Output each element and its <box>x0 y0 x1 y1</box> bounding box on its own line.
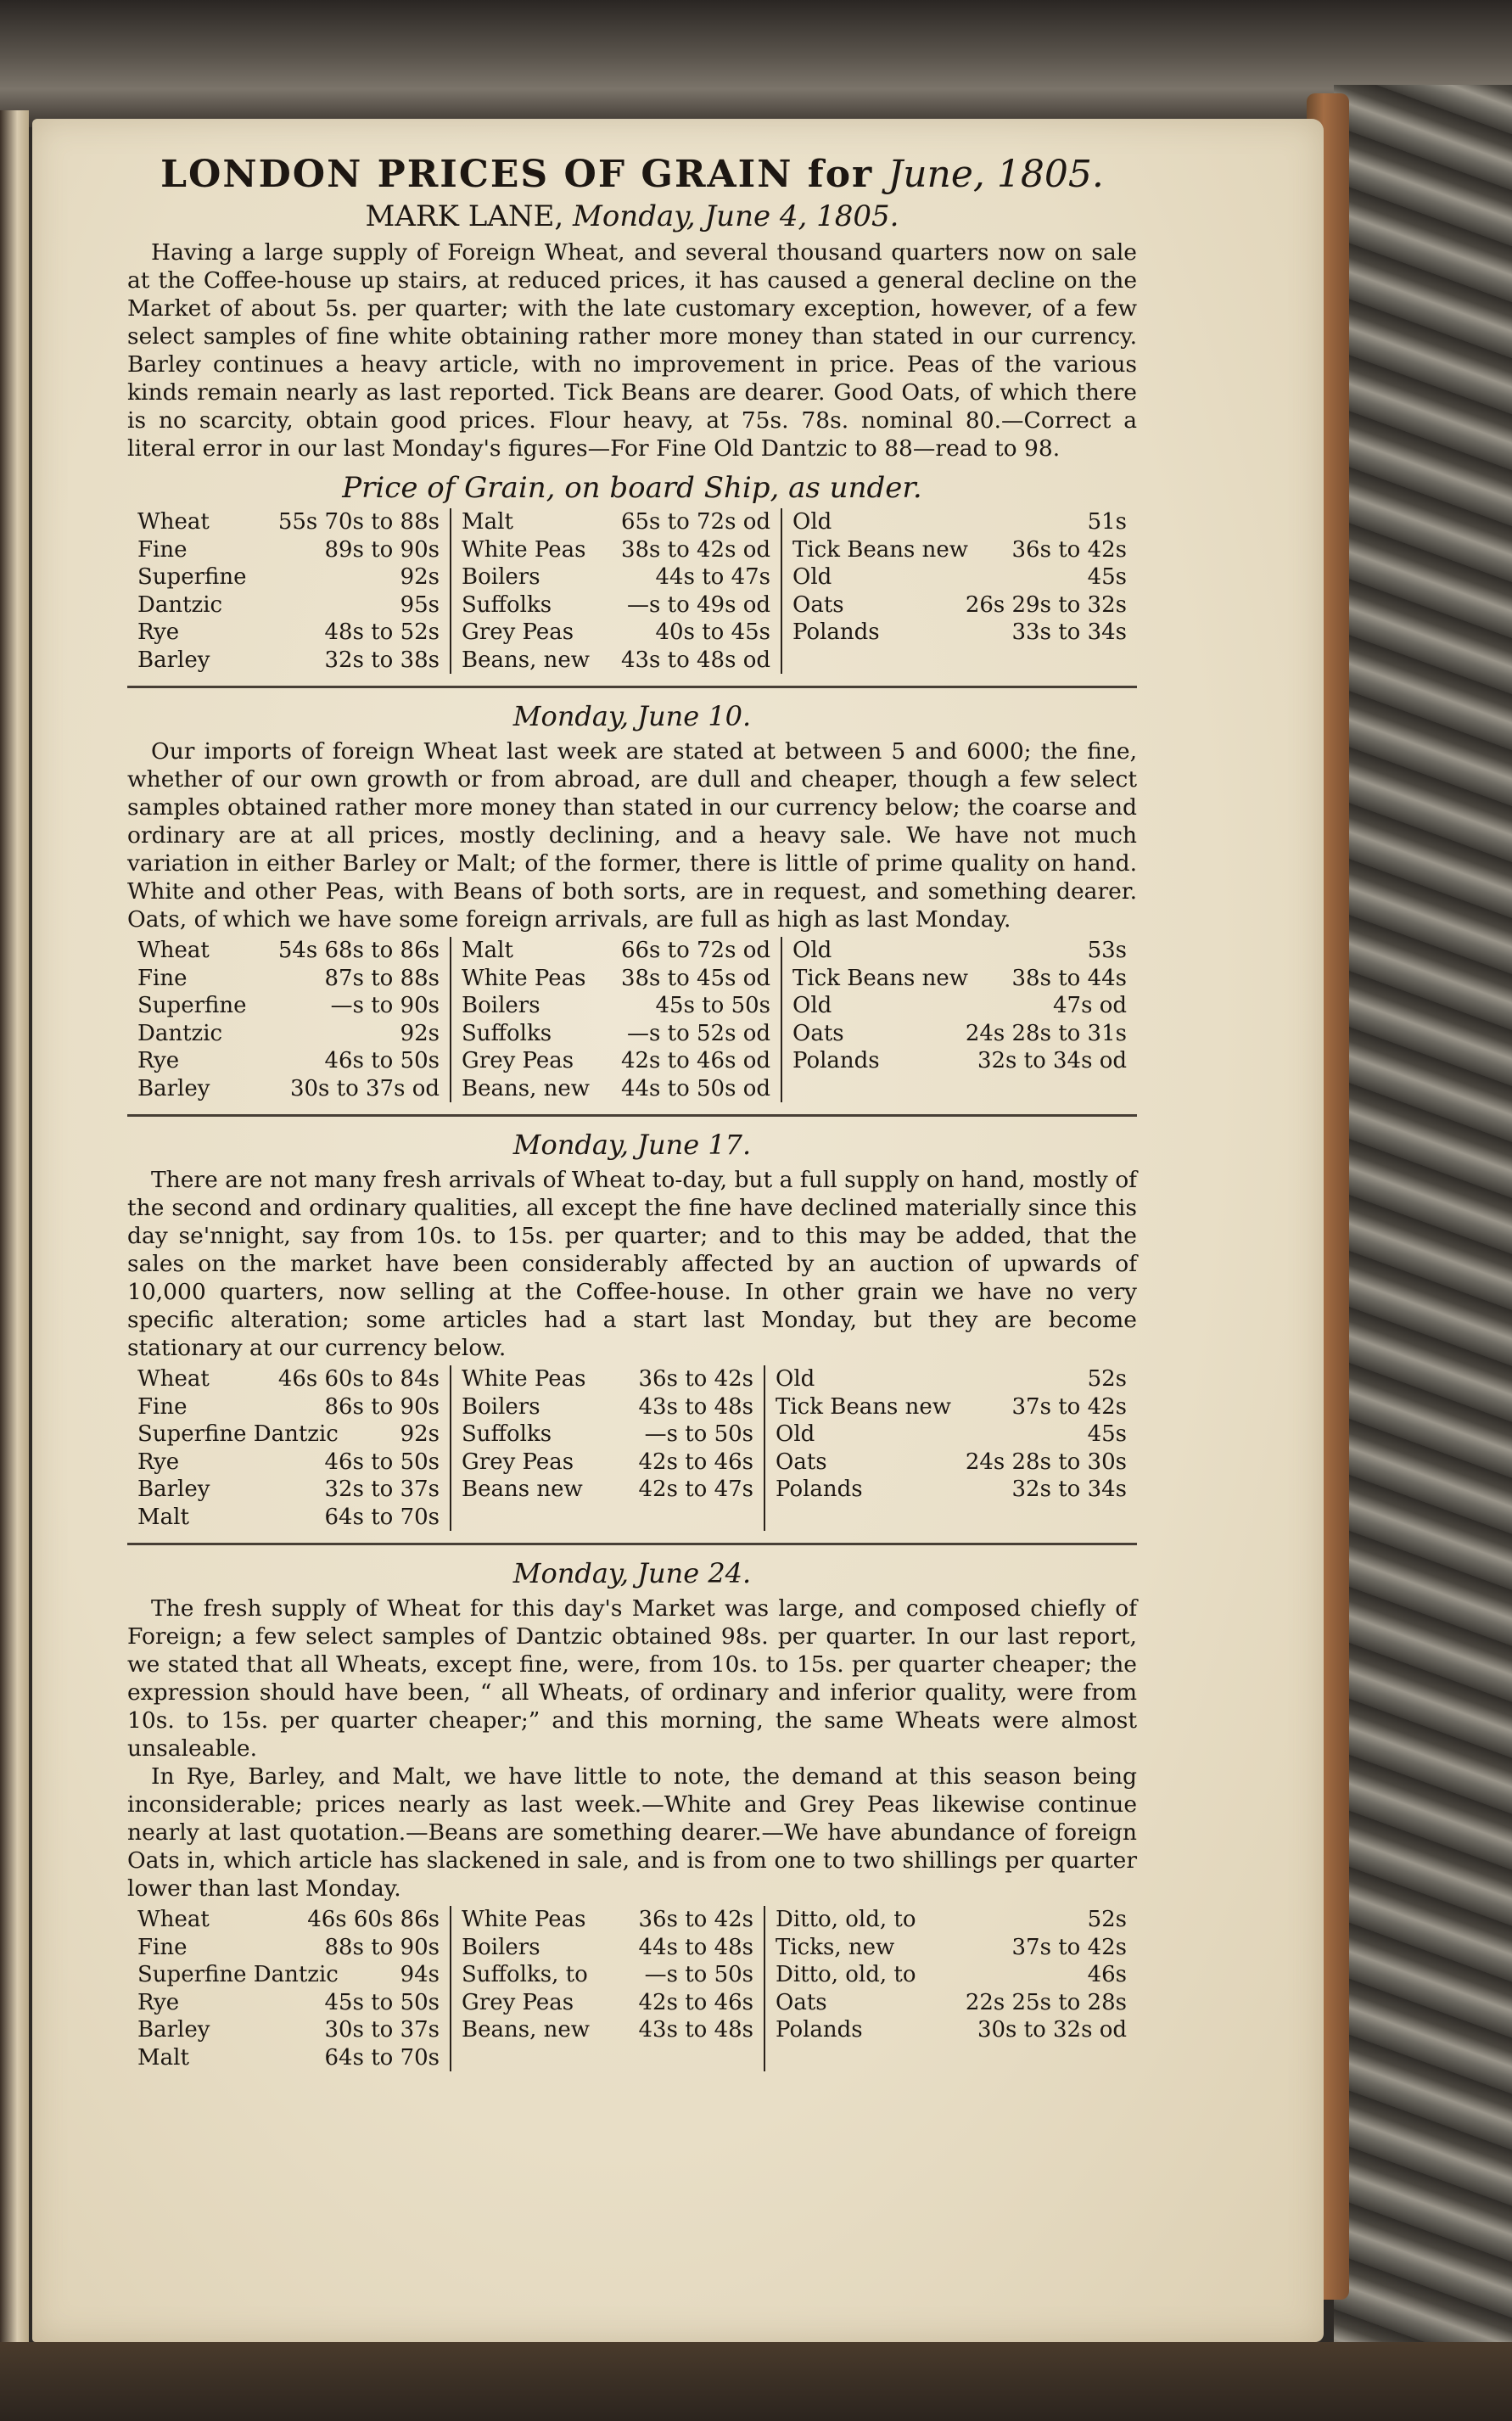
price-row: Beans, new 44s to 50s od <box>462 1075 770 1101</box>
price-row: Polands 33s to 34s <box>792 619 1127 645</box>
price-row: Rye 46s to 50s <box>137 1048 440 1073</box>
june10-report: Our imports of foreign Wheat last week are stated at between 5 and 6000; the fine, whether of our own growth or from abroad, are dull and cheaper, though a few select samples obtained rather more money than stated in our currency below; the coarse and ordinary are at all prices, mostly declining, and a heavy sale. We have not much variation in either Barley or Malt; of the former, there is little of prime quality on hand. White and other Peas, with Beans of both sorts, are in request, and something dearer. Oats, of which we have some foreign arrivals, are full as high as last Monday. <box>127 738 1137 933</box>
june10-price-table <box>127 937 1137 1102</box>
price-row: Oats 24s 28s to 31s <box>792 1020 1127 1046</box>
page-content <box>127 153 1137 2071</box>
price-row: Old 52s <box>776 1366 1127 1392</box>
price-row: Dantzic 92s <box>137 1020 440 1046</box>
price-row: Old 45s <box>792 564 1127 590</box>
section-divider <box>127 686 1137 688</box>
june4-col-2 <box>450 508 781 674</box>
price-row: Tick Beans new 36s to 42s <box>792 536 1127 563</box>
price-row: Oats 24s 28s to 30s <box>776 1449 1127 1475</box>
price-row: Grey Peas 42s to 46s <box>462 1989 753 2015</box>
june17-report: There are not many fresh arrivals of Wheat to-day, but a full supply on hand, mostly of the second and ordinary qualities, all except the fine have declined materially since this day se'nnight, say from 10s. to 15s. per quarter; and to this may be added, that the sales on the market have been considerably affected by an auction of upwards of 10,000 quarters, now selling at the Coffee-house. In other grain we have no very specific alteration; some articles had a start last Monday, but they are become stationary at our currency below. <box>127 1167 1137 1361</box>
june17-col-1 <box>127 1365 450 1531</box>
price-row: White Peas 38s to 45s od <box>462 965 770 991</box>
price-row: Barley 30s to 37s <box>137 2017 440 2043</box>
price-row: Suffolks, to —s to 50s <box>462 1962 753 1987</box>
section-divider <box>127 1543 1137 1545</box>
price-row: Tick Beans new 37s to 42s <box>776 1393 1127 1420</box>
price-row: Polands 30s to 32s od <box>776 2017 1127 2043</box>
market-date: Monday, June 4, 1805. <box>573 199 899 233</box>
price-row: Wheat 46s 60s 86s <box>137 1907 440 1932</box>
price-row: White Peas 36s to 42s <box>462 1907 753 1932</box>
price-row: Old 47s od <box>792 993 1127 1018</box>
page-title <box>127 153 1137 196</box>
price-row: Wheat 54s 68s to 86s <box>137 938 440 963</box>
price-row: Dantzic 95s <box>137 591 440 618</box>
price-row: Malt 64s to 70s <box>137 1504 440 1530</box>
price-row: Ditto, old, to 46s <box>776 1962 1127 1987</box>
price-row: Rye 48s to 52s <box>137 619 440 645</box>
june4-report: Having a large supply of Foreign Wheat, and several thousand quarters now on sale at the Coffee-house up stairs, at reduced prices, it has caused a general decline on the Market of about 5s. per quarter; with the late customary exception, however, of a few select samples of fine white obtaining rather more money than stated in our currency. Barley continues a heavy article, with no improvement in price. Peas of the various kinds remain nearly as last reported. Tick Beans are dearer. Good Oats, of which there is no scarcity, obtain good prices. Flour heavy, at 75s. 78s. nominal 80.—Correct a literal error in our last Monday's figures—For Fine Old Dantzic to 88—read to 98. <box>127 239 1137 462</box>
price-row: Fine 89s to 90s <box>137 536 440 563</box>
price-row: Superfine 92s <box>137 564 440 590</box>
price-row: Grey Peas 40s to 45s <box>462 619 770 645</box>
price-row: Grey Peas 42s to 46s <box>462 1449 753 1475</box>
title-main: LONDON PRICES OF GRAIN for <box>160 153 874 196</box>
june24-heading: Monday, June 24. <box>512 1557 752 1589</box>
book-binding-top <box>0 0 1512 127</box>
price-row: Wheat 55s 70s to 88s <box>137 509 440 535</box>
price-row: White Peas 36s to 42s <box>462 1366 753 1392</box>
price-row: Wheat 46s 60s to 84s <box>137 1366 440 1392</box>
price-row: Ditto, old, to 52s <box>776 1907 1127 1932</box>
price-row: Polands 32s to 34s od <box>792 1048 1127 1073</box>
price-row: Grey Peas 42s to 46s od <box>462 1048 770 1073</box>
price-row: Barley 30s to 37s od <box>137 1075 440 1101</box>
marbled-cover-edge <box>1334 85 1512 2421</box>
price-row: Tick Beans new 38s to 44s <box>792 965 1127 991</box>
price-row: Boilers 44s to 47s <box>462 564 770 590</box>
price-row: Polands 32s to 34s <box>776 1477 1127 1502</box>
price-row: Rye 46s to 50s <box>137 1449 440 1475</box>
price-row: Barley 32s to 37s <box>137 1477 440 1502</box>
price-row: Oats 26s 29s to 32s <box>792 591 1127 618</box>
price-row: Malt 64s to 70s <box>137 2044 440 2071</box>
price-row: Superfine Dantzic 92s <box>137 1421 440 1447</box>
june10-heading: Monday, June 10. <box>512 700 752 732</box>
june24-col-2 <box>450 1906 764 2071</box>
june24-price-table <box>127 1906 1137 2071</box>
june4-col-1 <box>127 508 450 674</box>
price-row: Suffolks —s to 49s od <box>462 591 770 618</box>
price-row: Boilers 43s to 48s <box>462 1393 753 1420</box>
june4-price-table <box>127 508 1137 674</box>
price-row: Beans, new 43s to 48s od <box>462 647 770 673</box>
market-place: MARK LANE, <box>365 199 564 233</box>
left-page-edge <box>0 110 29 2351</box>
price-row: Suffolks —s to 52s od <box>462 1020 770 1046</box>
market-heading <box>127 199 1137 233</box>
price-row: Boilers 44s to 48s <box>462 1934 753 1960</box>
price-row: Fine 88s to 90s <box>137 1934 440 1960</box>
june4-price-subhead: Price of Grain, on board Ship, as under. <box>342 471 922 505</box>
price-row: Rye 45s to 50s <box>137 1989 440 2015</box>
price-row: Superfine Dantzic 94s <box>137 1962 440 1987</box>
price-row: Old 53s <box>792 938 1127 963</box>
june4-col-3 <box>781 508 1137 674</box>
june24-col-1 <box>127 1906 450 2071</box>
june10-col-3 <box>781 937 1137 1102</box>
price-row: Beans, new 43s to 48s <box>462 2017 753 2043</box>
june10-col-1 <box>127 937 450 1102</box>
price-row: Boilers 45s to 50s <box>462 993 770 1018</box>
june17-heading: Monday, June 17. <box>512 1129 752 1161</box>
june24-report-1: The fresh supply of Wheat for this day's Market was large, and composed chiefly of Foreign; a few select samples of Dantzic obtained 98s. per quarter. In our last report, we stated that all Wheats, except fine, were, from 10s. to 15s. per quarter cheaper; the expression should have been, “ all Wheats, of ordinary and inferior quality, were from 10s. to 15s. per quarter cheaper;” and this morning, the same Wheats were almost unsaleable. <box>127 1595 1137 1762</box>
price-row: Fine 86s to 90s <box>137 1393 440 1420</box>
june24-report-2: In Rye, Barley, and Malt, we have little to note, the demand at this season being inconsiderable; prices nearly as last week.—White and Grey Peas likewise continue nearly at last quotation.—Beans are something dearer.—We have abundance of foreign Oats in, which article has slackened in sale, and is from one to two shillings per quarter lower than last Monday. <box>127 1763 1137 1902</box>
june17-col-3 <box>764 1365 1137 1531</box>
price-row: White Peas 38s to 42s od <box>462 536 770 563</box>
price-row: Malt 65s to 72s od <box>462 509 770 535</box>
price-row: Barley 32s to 38s <box>137 647 440 673</box>
price-row: Old 45s <box>776 1421 1127 1447</box>
section-divider <box>127 1114 1137 1117</box>
price-row: Old 51s <box>792 509 1127 535</box>
june24-col-3 <box>764 1906 1137 2071</box>
price-row: Fine 87s to 88s <box>137 965 440 991</box>
june17-col-2 <box>450 1365 764 1531</box>
june17-price-table <box>127 1365 1137 1531</box>
price-row: Malt 66s to 72s od <box>462 938 770 963</box>
june10-col-2 <box>450 937 781 1102</box>
price-row: Oats 22s 25s to 28s <box>776 1989 1127 2015</box>
book-binding-bottom <box>0 2342 1512 2421</box>
price-row: Beans new 42s to 47s <box>462 1477 753 1502</box>
title-date: June, 1805. <box>888 153 1104 196</box>
price-row: Suffolks —s to 50s <box>462 1421 753 1447</box>
price-row: Ticks, new 37s to 42s <box>776 1934 1127 1960</box>
price-row: Superfine —s to 90s <box>137 993 440 1018</box>
